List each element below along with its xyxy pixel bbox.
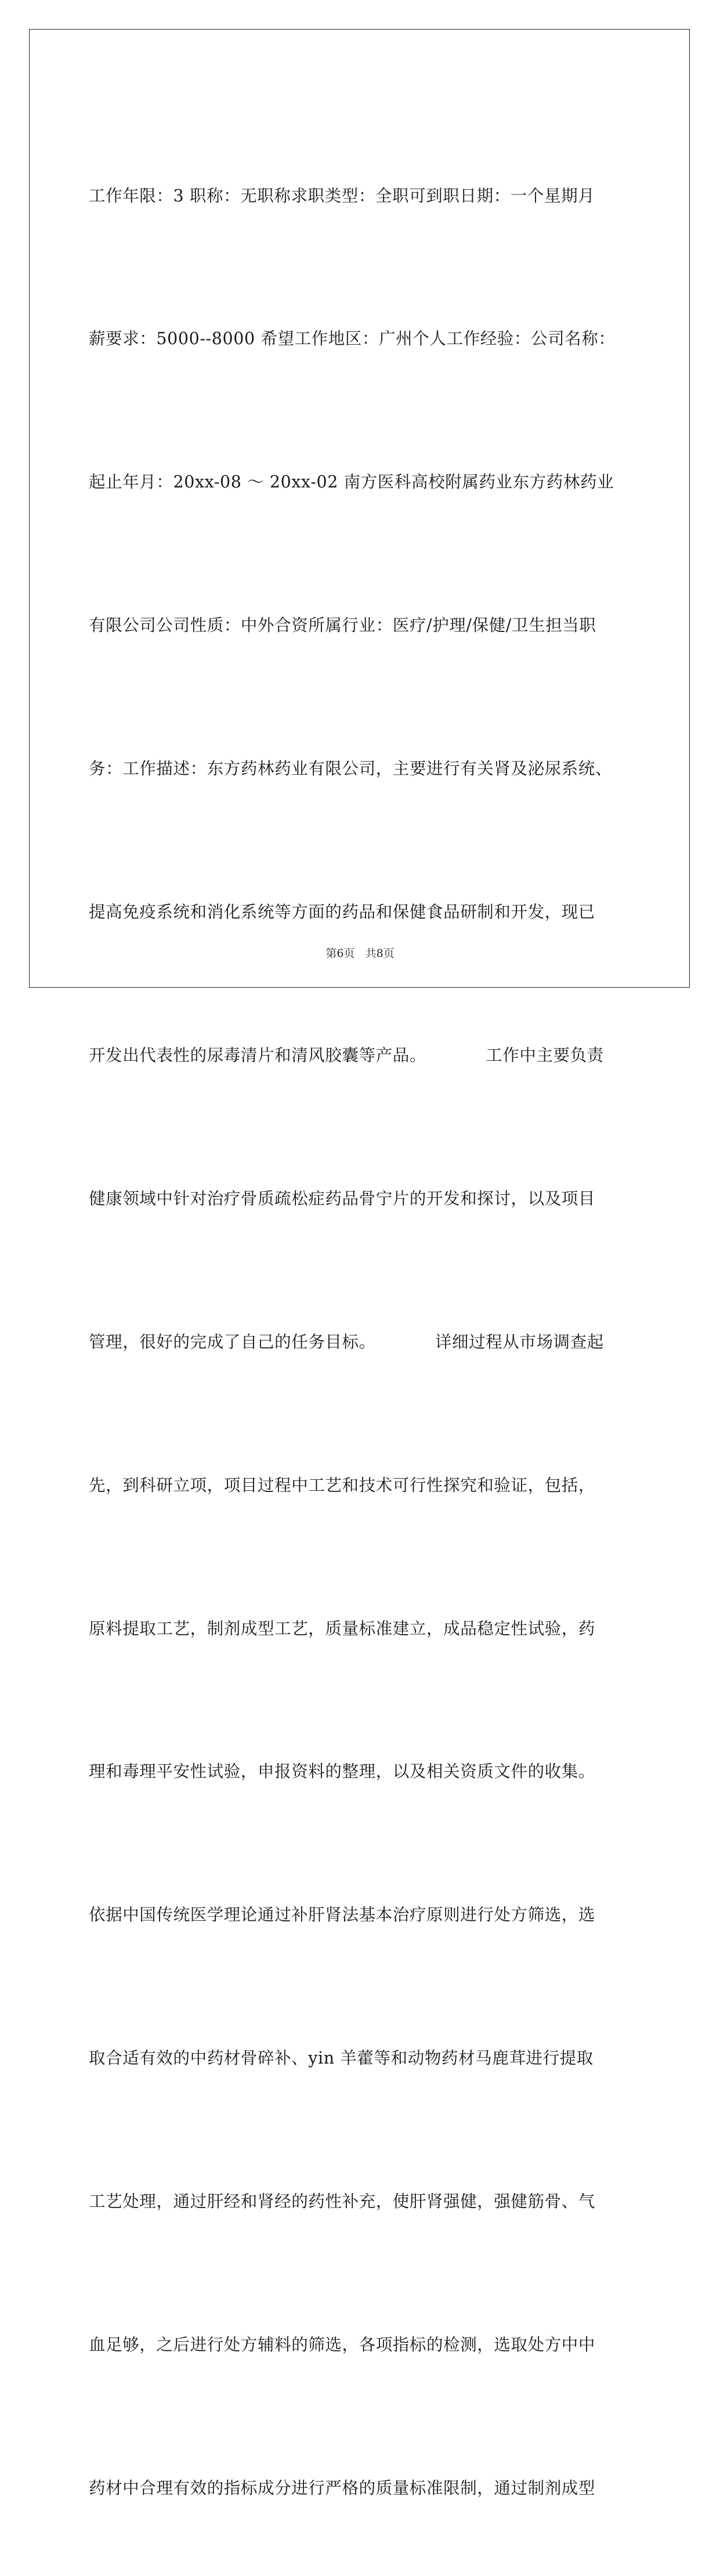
- body-line-16: 血足够，之后进行处方辅料的筛选，各项指标的检测，选取处方中中: [89, 2335, 596, 2354]
- body-line-8: 健康领域中针对治疗骨质疏松症药品骨宁片的开发和探讨，以及项目: [89, 1188, 596, 1208]
- page-label-suffix: 页: [343, 947, 355, 960]
- body-line-3: 起止年月：20xx-08 ～ 20xx-02 南方医科高校附属药业东方药林药业: [89, 472, 614, 492]
- total-label-prefix: 共: [365, 947, 377, 960]
- body-line-5: 务：工作描述：东方药林药业有限公司，主要进行有关肾及泌尿系统、: [89, 759, 613, 779]
- body-line-14: 取合适有效的中药材骨碎补、yin 羊藿等和动物药材马鹿茸进行提取: [89, 2048, 594, 2068]
- current-page-number: 6: [337, 947, 344, 960]
- total-pages-number: 8: [376, 947, 383, 960]
- body-line-1: 工作年限：3 职称：无职称求职类型：全职可到职日期：一个星期月: [89, 186, 595, 205]
- body-line-2: 薪要求：5000--8000 希望工作地区：广州个人工作经验：公司名称：: [89, 329, 616, 349]
- document-body: [89, 93, 634, 2576]
- total-label-suffix: 页: [383, 947, 395, 960]
- page-label-prefix: 第: [325, 947, 337, 960]
- body-line-13: 依据中国传统医学理论通过补肝肾法基本治疗原则进行处方筛选，选: [89, 1905, 596, 1925]
- body-line-6: 提高免疫系统和消化系统等方面的药品和保健食品研制和开发，现已: [89, 902, 596, 922]
- body-line-7: 开发出代表性的尿毒清片和清风胶囊等产品。 工作中主要负责: [89, 1045, 604, 1065]
- body-line-10: 先，到科研立项，项目过程中工艺和技术可行性探究和验证，包括，: [89, 1475, 596, 1495]
- body-line-4: 有限公司公司性质：中外合资所属行业：医疗/护理/保健/卫生担当职: [89, 616, 596, 635]
- body-line-9: 管理，很好的完成了自己的任务目标。 详细过程从市场调查起: [89, 1332, 604, 1352]
- body-line-11: 原料提取工艺，制剂成型工艺，质量标准建立，成品稳定性试验，药: [89, 1618, 596, 1638]
- body-line-12: 理和毒理平安性试验，申报资料的整理，以及相关资质文件的收集。: [89, 1762, 596, 1782]
- body-line-17: 药材中合理有效的指标成分进行严格的质量标准限制，通过制剂成型: [89, 2478, 596, 2498]
- body-line-15: 工艺处理，通过肝经和肾经的药性补充，使肝肾强健，强健筋骨、气: [89, 2192, 596, 2212]
- page-number-footer: [0, 945, 720, 960]
